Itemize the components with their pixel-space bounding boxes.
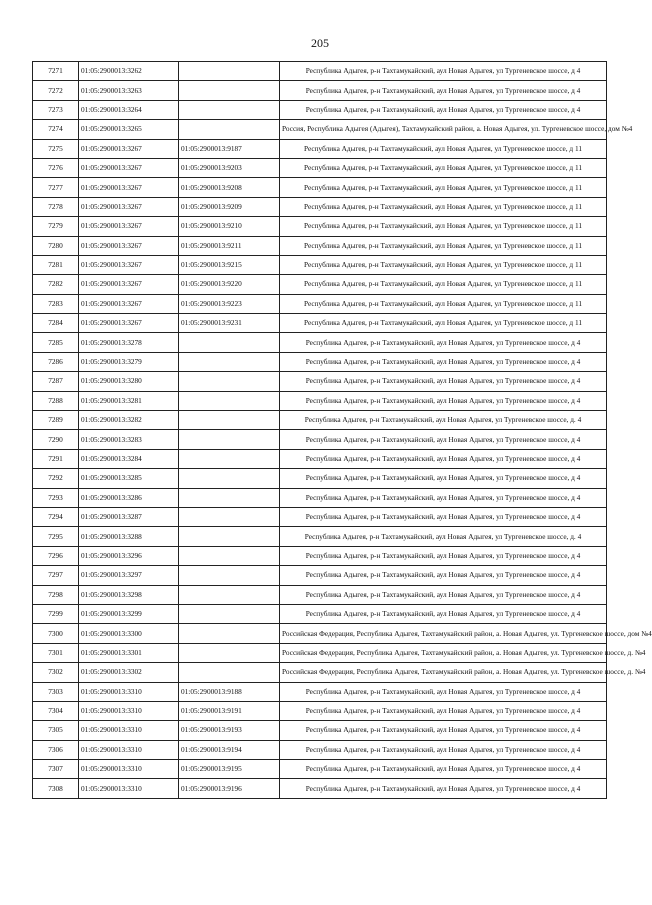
sub-cadastral-number-cell [179,469,280,488]
row-number-cell: 7288 [33,391,79,410]
sub-cadastral-number-cell: 01:05:2900013:9210 [179,217,280,236]
cadastral-number-cell: 01:05:2900013:3267 [79,197,179,216]
address-cell: Республика Адыгея, р-н Тахтамукайский, аул Новая Адыгея, ул Тургеневское шоссе, д 4 [280,469,607,488]
address-cell: Республика Адыгея, р-н Тахтамукайский, аул Новая Адыгея, ул Тургеневское шоссе, д 4 [280,779,607,798]
row-number-cell: 7304 [33,701,79,720]
row-number-cell: 7273 [33,100,79,119]
row-number-cell: 7305 [33,721,79,740]
table-row [33,469,607,488]
sub-cadastral-number-cell: 01:05:2900013:9188 [179,682,280,701]
sub-cadastral-number-cell [179,430,280,449]
row-number-cell: 7287 [33,372,79,391]
sub-cadastral-number-cell [179,391,280,410]
row-number-cell: 7302 [33,663,79,682]
table-row [33,701,607,720]
row-number-cell: 7274 [33,120,79,139]
address-cell: Российская Федерация, Республика Адыгея, Тахтамукайский район, а. Новая Адыгея, ул. Тургеневское шоссе, д. №4 [280,643,607,662]
table-row [33,411,607,430]
cadastral-number-cell: 01:05:2900013:3310 [79,721,179,740]
row-number-cell: 7291 [33,449,79,468]
sub-cadastral-number-cell: 01:05:2900013:9196 [179,779,280,798]
sub-cadastral-number-cell [179,566,280,585]
table-row [33,81,607,100]
table-row [33,333,607,352]
table-row [33,449,607,468]
page-number: 205 [311,36,329,50]
row-number-cell: 7286 [33,352,79,371]
sub-cadastral-number-cell [179,100,280,119]
table-row [33,682,607,701]
sub-cadastral-number-cell [179,643,280,662]
sub-cadastral-number-cell [179,585,280,604]
sub-cadastral-number-cell: 01:05:2900013:9220 [179,275,280,294]
table-row [33,527,607,546]
sub-cadastral-number-cell [179,488,280,507]
address-cell: Республика Адыгея, р-н Тахтамукайский, аул Новая Адыгея, ул Тургеневское шоссе, д 4 [280,100,607,119]
cadastral-number-cell: 01:05:2900013:3310 [79,760,179,779]
registry-table [32,61,652,799]
row-number-cell: 7301 [33,643,79,662]
row-number-cell: 7276 [33,158,79,177]
sub-cadastral-number-cell: 01:05:2900013:9195 [179,760,280,779]
address-cell: Республика Адыгея, р-н Тахтамукайский, аул Новая Адыгея, ул Тургеневское шоссе, д 4 [280,585,607,604]
row-number-cell: 7293 [33,488,79,507]
address-cell: Республика Адыгея, р-н Тахтамукайский, аул Новая Адыгея, ул Тургеневское шоссе, д 4 [280,546,607,565]
table-row [33,139,607,158]
row-number-cell: 7296 [33,546,79,565]
cadastral-number-cell: 01:05:2900013:3288 [79,527,179,546]
row-number-cell: 7285 [33,333,79,352]
address-cell: Российская Федерация, Республика Адыгея, Тахтамукайский район, а. Новая Адыгея, ул. Тургеневское шоссе, д. №4 [280,663,607,682]
row-number-cell: 7280 [33,236,79,255]
table-row [33,314,607,333]
table-row [33,566,607,585]
cadastral-number-cell: 01:05:2900013:3283 [79,430,179,449]
sub-cadastral-number-cell [179,624,280,643]
cadastral-number-cell: 01:05:2900013:3267 [79,275,179,294]
row-number-cell: 7306 [33,740,79,759]
table-row [33,100,607,119]
table-row [33,294,607,313]
sub-cadastral-number-cell [179,81,280,100]
row-number-cell: 7271 [33,62,79,81]
address-cell: Республика Адыгея, р-н Тахтамукайский, аул Новая Адыгея, ул Тургеневское шоссе, д 4 [280,760,607,779]
table-row [33,236,607,255]
cadastral-number-cell: 01:05:2900013:3262 [79,62,179,81]
address-cell: Республика Адыгея, р-н Тахтамукайский, аул Новая Адыгея, ул Тургеневское шоссе, д 11 [280,158,607,177]
table-row [33,624,607,643]
sub-cadastral-number-cell [179,62,280,81]
row-number-cell: 7272 [33,81,79,100]
sub-cadastral-number-cell: 01:05:2900013:9203 [179,158,280,177]
address-cell: Республика Адыгея, р-н Тахтамукайский, аул Новая Адыгея, ул Тургеневское шоссе, д 4 [280,488,607,507]
address-cell: Республика Адыгея, р-н Тахтамукайский, аул Новая Адыгея, ул Тургеневское шоссе, д 4 [280,81,607,100]
cadastral-number-cell: 01:05:2900013:3310 [79,740,179,759]
table-row [33,721,607,740]
table-row [33,275,607,294]
table-row [33,546,607,565]
address-cell: Республика Адыгея, р-н Тахтамукайский, аул Новая Адыгея, ул Тургеневское шоссе, д 4 [280,333,607,352]
cadastral-number-cell: 01:05:2900013:3286 [79,488,179,507]
cadastral-number-cell: 01:05:2900013:3263 [79,81,179,100]
cadastral-number-cell: 01:05:2900013:3279 [79,352,179,371]
address-cell: Республика Адыгея, р-н Тахтамукайский, аул Новая Адыгея, ул Тургеневское шоссе, д 11 [280,217,607,236]
sub-cadastral-number-cell: 01:05:2900013:9193 [179,721,280,740]
sub-cadastral-number-cell [179,507,280,526]
address-cell: Республика Адыгея, р-н Тахтамукайский, аул Новая Адыгея, ул Тургеневское шоссе, д 11 [280,255,607,274]
row-number-cell: 7299 [33,604,79,623]
sub-cadastral-number-cell [179,449,280,468]
address-cell: Республика Адыгея, р-н Тахтамукайский, аул Новая Адыгея, ул Тургеневское шоссе, д. 4 [280,527,607,546]
address-cell: Республика Адыгея, р-н Тахтамукайский, аул Новая Адыгея, ул Тургеневское шоссе, д 4 [280,391,607,410]
sub-cadastral-number-cell [179,372,280,391]
address-cell: Республика Адыгея, р-н Тахтамукайский, аул Новая Адыгея, ул Тургеневское шоссе, д 11 [280,236,607,255]
cadastral-number-cell: 01:05:2900013:3284 [79,449,179,468]
row-number-cell: 7281 [33,255,79,274]
address-cell: Республика Адыгея, р-н Тахтамукайский, аул Новая Адыгея, ул Тургеневское шоссе, д 4 [280,62,607,81]
row-number-cell: 7289 [33,411,79,430]
row-number-cell: 7297 [33,566,79,585]
sub-cadastral-number-cell: 01:05:2900013:9231 [179,314,280,333]
address-cell: Республика Адыгея, р-н Тахтамукайский, аул Новая Адыгея, ул Тургеневское шоссе, д 4 [280,701,607,720]
cadastral-number-cell: 01:05:2900013:3281 [79,391,179,410]
address-cell: Республика Адыгея, р-н Тахтамукайский, аул Новая Адыгея, ул Тургеневское шоссе, д. 4 [280,411,607,430]
row-number-cell: 7292 [33,469,79,488]
table-row [33,178,607,197]
sub-cadastral-number-cell [179,546,280,565]
address-cell: Россия, Республика Адыгея (Адыгея), Тахтамукайский район, а. Новая Адыгея, ул. Тургеневское шоссе, дом №4 [280,120,607,139]
table-row [33,120,607,139]
row-number-cell: 7284 [33,314,79,333]
table-row [33,352,607,371]
address-cell: Республика Адыгея, р-н Тахтамукайский, аул Новая Адыгея, ул Тургеневское шоссе, д 11 [280,139,607,158]
address-cell: Республика Адыгея, р-н Тахтамукайский, аул Новая Адыгея, ул Тургеневское шоссе, д 4 [280,604,607,623]
address-cell: Республика Адыгея, р-н Тахтамукайский, аул Новая Адыгея, ул Тургеневское шоссе, д 4 [280,430,607,449]
cadastral-number-cell: 01:05:2900013:3285 [79,469,179,488]
row-number-cell: 7303 [33,682,79,701]
table-row [33,604,607,623]
address-cell: Республика Адыгея, р-н Тахтамукайский, аул Новая Адыгея, ул Тургеневское шоссе, д 4 [280,372,607,391]
address-cell: Республика Адыгея, р-н Тахтамукайский, аул Новая Адыгея, ул Тургеневское шоссе, д 11 [280,197,607,216]
cadastral-number-cell: 01:05:2900013:3267 [79,236,179,255]
table-row [33,62,607,81]
sub-cadastral-number-cell [179,333,280,352]
cadastral-number-cell: 01:05:2900013:3299 [79,604,179,623]
sub-cadastral-number-cell: 01:05:2900013:9211 [179,236,280,255]
row-number-cell: 7298 [33,585,79,604]
cadastral-number-cell: 01:05:2900013:3310 [79,779,179,798]
sub-cadastral-number-cell: 01:05:2900013:9223 [179,294,280,313]
cadastral-number-cell: 01:05:2900013:3280 [79,372,179,391]
cadastral-number-cell: 01:05:2900013:3278 [79,333,179,352]
cadastral-number-cell: 01:05:2900013:3267 [79,178,179,197]
sub-cadastral-number-cell [179,411,280,430]
address-cell: Республика Адыгея, р-н Тахтамукайский, аул Новая Адыгея, ул Тургеневское шоссе, д 4 [280,566,607,585]
sub-cadastral-number-cell [179,527,280,546]
sub-cadastral-number-cell [179,352,280,371]
address-cell: Республика Адыгея, р-н Тахтамукайский, аул Новая Адыгея, ул Тургеневское шоссе, д 4 [280,449,607,468]
row-number-cell: 7279 [33,217,79,236]
registry-table-body [33,62,652,799]
sub-cadastral-number-cell [179,663,280,682]
address-cell: Республика Адыгея, р-н Тахтамукайский, аул Новая Адыгея, ул Тургеневское шоссе, д 4 [280,682,607,701]
row-number-cell: 7295 [33,527,79,546]
address-cell: Республика Адыгея, р-н Тахтамукайский, аул Новая Адыгея, ул Тургеневское шоссе, д 11 [280,275,607,294]
table-row [33,779,607,798]
row-number-cell: 7277 [33,178,79,197]
row-number-cell: 7294 [33,507,79,526]
cadastral-number-cell: 01:05:2900013:3267 [79,139,179,158]
address-cell: Республика Адыгея, р-н Тахтамукайский, аул Новая Адыгея, ул Тургеневское шоссе, д 4 [280,352,607,371]
cadastral-number-cell: 01:05:2900013:3298 [79,585,179,604]
table-row [33,430,607,449]
cadastral-number-cell: 01:05:2900013:3310 [79,682,179,701]
sub-cadastral-number-cell [179,604,280,623]
cadastral-number-cell: 01:05:2900013:3267 [79,314,179,333]
address-cell: Республика Адыгея, р-н Тахтамукайский, аул Новая Адыгея, ул Тургеневское шоссе, д 4 [280,740,607,759]
table-row [33,158,607,177]
table-row [33,643,607,662]
sub-cadastral-number-cell [179,120,280,139]
sub-cadastral-number-cell: 01:05:2900013:9191 [179,701,280,720]
cadastral-number-cell: 01:05:2900013:3296 [79,546,179,565]
address-cell: Республика Адыгея, р-н Тахтамукайский, аул Новая Адыгея, ул Тургеневское шоссе, д 4 [280,507,607,526]
cadastral-number-cell: 01:05:2900013:3297 [79,566,179,585]
row-number-cell: 7275 [33,139,79,158]
address-cell: Республика Адыгея, р-н Тахтамукайский, аул Новая Адыгея, ул Тургеневское шоссе, д 11 [280,294,607,313]
table-row [33,488,607,507]
cadastral-number-cell: 01:05:2900013:3267 [79,217,179,236]
row-number-cell: 7278 [33,197,79,216]
sub-cadastral-number-cell: 01:05:2900013:9209 [179,197,280,216]
row-number-cell: 7308 [33,779,79,798]
address-cell: Российская Федерация, Республика Адыгея, Тахтамукайский район, а. Новая Адыгея, ул. Тургеневское шоссе, дом №4 [280,624,607,643]
cadastral-number-cell: 01:05:2900013:3282 [79,411,179,430]
address-cell: Республика Адыгея, р-н Тахтамукайский, аул Новая Адыгея, ул Тургеневское шоссе, д 11 [280,314,607,333]
sub-cadastral-number-cell: 01:05:2900013:9194 [179,740,280,759]
cadastral-number-cell: 01:05:2900013:3265 [79,120,179,139]
sub-cadastral-number-cell: 01:05:2900013:9187 [179,139,280,158]
cadastral-number-cell: 01:05:2900013:3310 [79,701,179,720]
row-number-cell: 7283 [33,294,79,313]
table-row [33,372,607,391]
row-number-cell: 7307 [33,760,79,779]
cadastral-number-cell: 01:05:2900013:3267 [79,158,179,177]
table-row [33,255,607,274]
address-cell: Республика Адыгея, р-н Тахтамукайский, аул Новая Адыгея, ул Тургеневское шоссе, д 11 [280,178,607,197]
row-number-cell: 7282 [33,275,79,294]
cadastral-number-cell: 01:05:2900013:3302 [79,663,179,682]
table-row [33,740,607,759]
table-row [33,217,607,236]
table-row [33,760,607,779]
table-row [33,507,607,526]
cadastral-number-cell: 01:05:2900013:3300 [79,624,179,643]
cadastral-number-cell: 01:05:2900013:3267 [79,255,179,274]
sub-cadastral-number-cell: 01:05:2900013:9215 [179,255,280,274]
table-row [33,585,607,604]
cadastral-number-cell: 01:05:2900013:3267 [79,294,179,313]
table-row [33,391,607,410]
cadastral-number-cell: 01:05:2900013:3301 [79,643,179,662]
address-cell: Республика Адыгея, р-н Тахтамукайский, аул Новая Адыгея, ул Тургеневское шоссе, д 4 [280,721,607,740]
sub-cadastral-number-cell: 01:05:2900013:9208 [179,178,280,197]
row-number-cell: 7290 [33,430,79,449]
row-number-cell: 7300 [33,624,79,643]
cadastral-number-cell: 01:05:2900013:3264 [79,100,179,119]
table-row [33,197,607,216]
cadastral-number-cell: 01:05:2900013:3287 [79,507,179,526]
table-row [33,663,607,682]
